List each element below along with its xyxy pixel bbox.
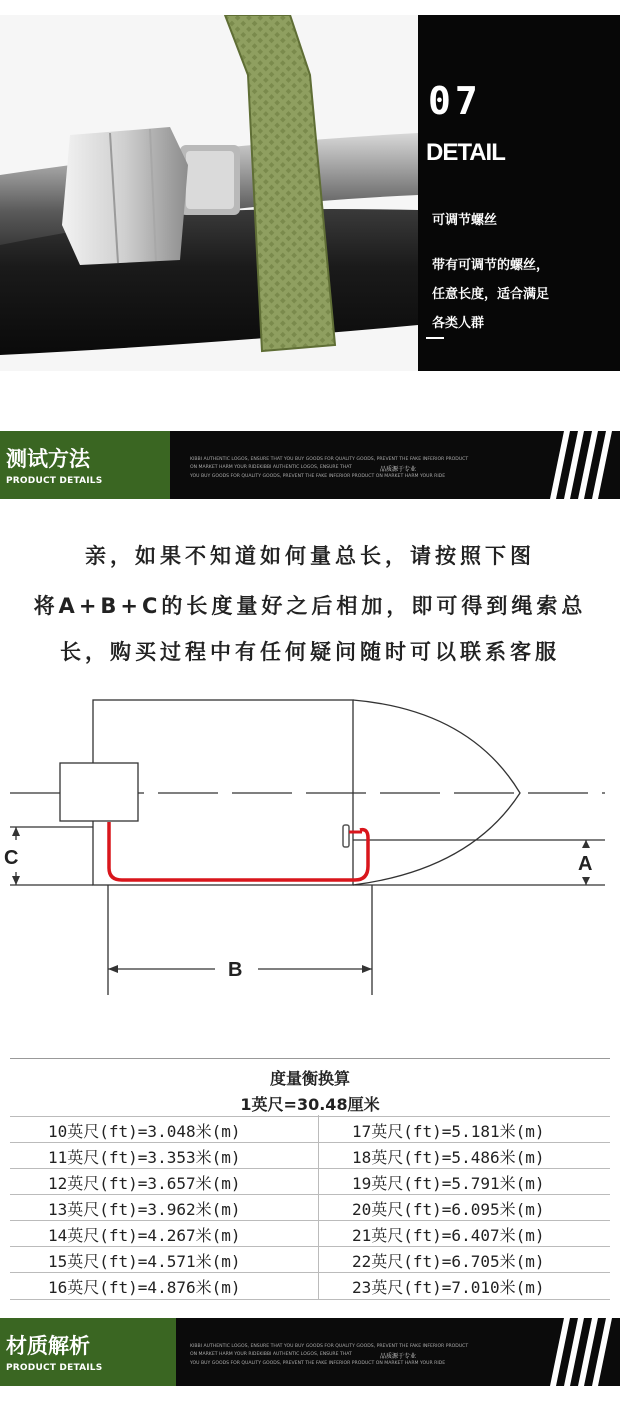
banner-stripes-icon (530, 1318, 620, 1386)
table-row (10, 1194, 610, 1221)
product-photo (0, 15, 418, 371)
conversion-top-border (10, 1058, 610, 1059)
detail-panel (418, 15, 620, 371)
banner-fine-text: YOU BUY GOODS FOR QUALITY GOODS, PREVENT THE FAKE INFERIOR PRODUCT ON MARKET HARM YOUR RIDE (190, 474, 446, 479)
banner-fine-text: KIBBI AUTHENTIC LOGOS, ENSURE THAT YOU BUY GOODS FOR QUALITY GOODS, PREVENT THE FAKE INFERIOR PRODUCT (190, 457, 469, 462)
instruction-line: 将A+B+C的长度量好之后相加，即可得到绳索总 (33, 594, 587, 618)
conversion-cell: 20英尺(ft)=6.095米(m) (352, 1200, 545, 1219)
banner-quality-text: 品质源于专业 (380, 466, 417, 473)
instruction-line: 长，购买过程中有任何疑问随时可以联系客服 (60, 640, 560, 664)
banner-fine-text: ON MARKET HARM YOUR RIDEKIBBI AUTHENTIC LOGOS, ENSURE THAT (190, 465, 352, 470)
conversion-subtitle: 1英尺=30.48厘米 (240, 1095, 380, 1114)
detail-description (432, 251, 618, 338)
table-row (10, 1168, 610, 1195)
conversion-cell: 15英尺(ft)=4.571米(m) (48, 1252, 241, 1271)
conversion-cell: 12英尺(ft)=3.657米(m) (48, 1174, 241, 1193)
conversion-cell: 16英尺(ft)=4.876米(m) (48, 1278, 241, 1297)
diagram-label-c: C (4, 847, 19, 869)
diagram-label-a: A (578, 853, 593, 875)
measurement-diagram (0, 690, 620, 1010)
diagram-buckle (343, 825, 349, 847)
diagram-label-b: B (228, 959, 243, 981)
banner-fine-text: KIBBI AUTHENTIC LOGOS, ENSURE THAT YOU BUY GOODS FOR QUALITY GOODS, PREVENT THE FAKE INFERIOR PRODUCT (190, 1344, 469, 1349)
table-row (10, 1220, 610, 1247)
detail-divider (426, 337, 444, 339)
detail-description-line: 各类人群 (432, 316, 485, 331)
banner-title: 材质解析 (6, 1334, 90, 1358)
table-row (10, 1116, 610, 1143)
banner-fine-text: ON MARKET HARM YOUR RIDEKIBBI AUTHENTIC LOGOS, ENSURE THAT (190, 1352, 352, 1357)
detail-subtitle: 可调节螺丝 (432, 213, 498, 228)
instruction-line: 亲，如果不知道如何量总长，请按照下图 (85, 544, 535, 568)
conversion-title: 度量衡换算 (269, 1069, 350, 1088)
conversion-cell: 11英尺(ft)=3.353米(m) (48, 1148, 241, 1167)
conversion-cell: 18英尺(ft)=5.486米(m) (352, 1148, 545, 1167)
table-row (10, 1272, 610, 1300)
section-banner-test-method (0, 431, 620, 499)
banner-quality-text: 品质源于专业 (380, 1353, 417, 1360)
conversion-cell: 21英尺(ft)=6.407米(m) (352, 1226, 545, 1245)
conversion-cell: 10英尺(ft)=3.048米(m) (48, 1122, 241, 1141)
table-row (10, 1142, 610, 1169)
banner-title: 测试方法 (6, 447, 90, 471)
section-banner-material (0, 1318, 620, 1386)
banner-fine-text: YOU BUY GOODS FOR QUALITY GOODS, PREVENT THE FAKE INFERIOR PRODUCT ON MARKET HARM YOUR RIDE (190, 1361, 446, 1366)
conversion-cell: 19英尺(ft)=5.791米(m) (352, 1174, 545, 1193)
detail-description-line: 带有可调节的螺丝， (432, 258, 550, 273)
product-photo-illustration (0, 15, 418, 371)
conversion-cell: 13英尺(ft)=3.962米(m) (48, 1200, 241, 1219)
banner-stripes-icon (530, 431, 620, 499)
banner-subtitle: PRODUCT DETAILS (6, 1363, 103, 1373)
conversion-cell: 14英尺(ft)=4.267米(m) (48, 1226, 241, 1245)
table-row (10, 1246, 610, 1273)
diagram-strap-path (109, 822, 368, 880)
banner-subtitle: PRODUCT DETAILS (6, 476, 103, 486)
conversion-cell: 23英尺(ft)=7.010米(m) (352, 1278, 545, 1297)
conversion-cell: 22英尺(ft)=6.705米(m) (352, 1252, 545, 1271)
conversion-cell: 17英尺(ft)=5.181米(m) (352, 1122, 545, 1141)
detail-number: 07 (428, 79, 482, 123)
detail-word: DETAIL (426, 139, 505, 166)
detail-description-line: 任意长度，适合满足 (432, 287, 550, 302)
